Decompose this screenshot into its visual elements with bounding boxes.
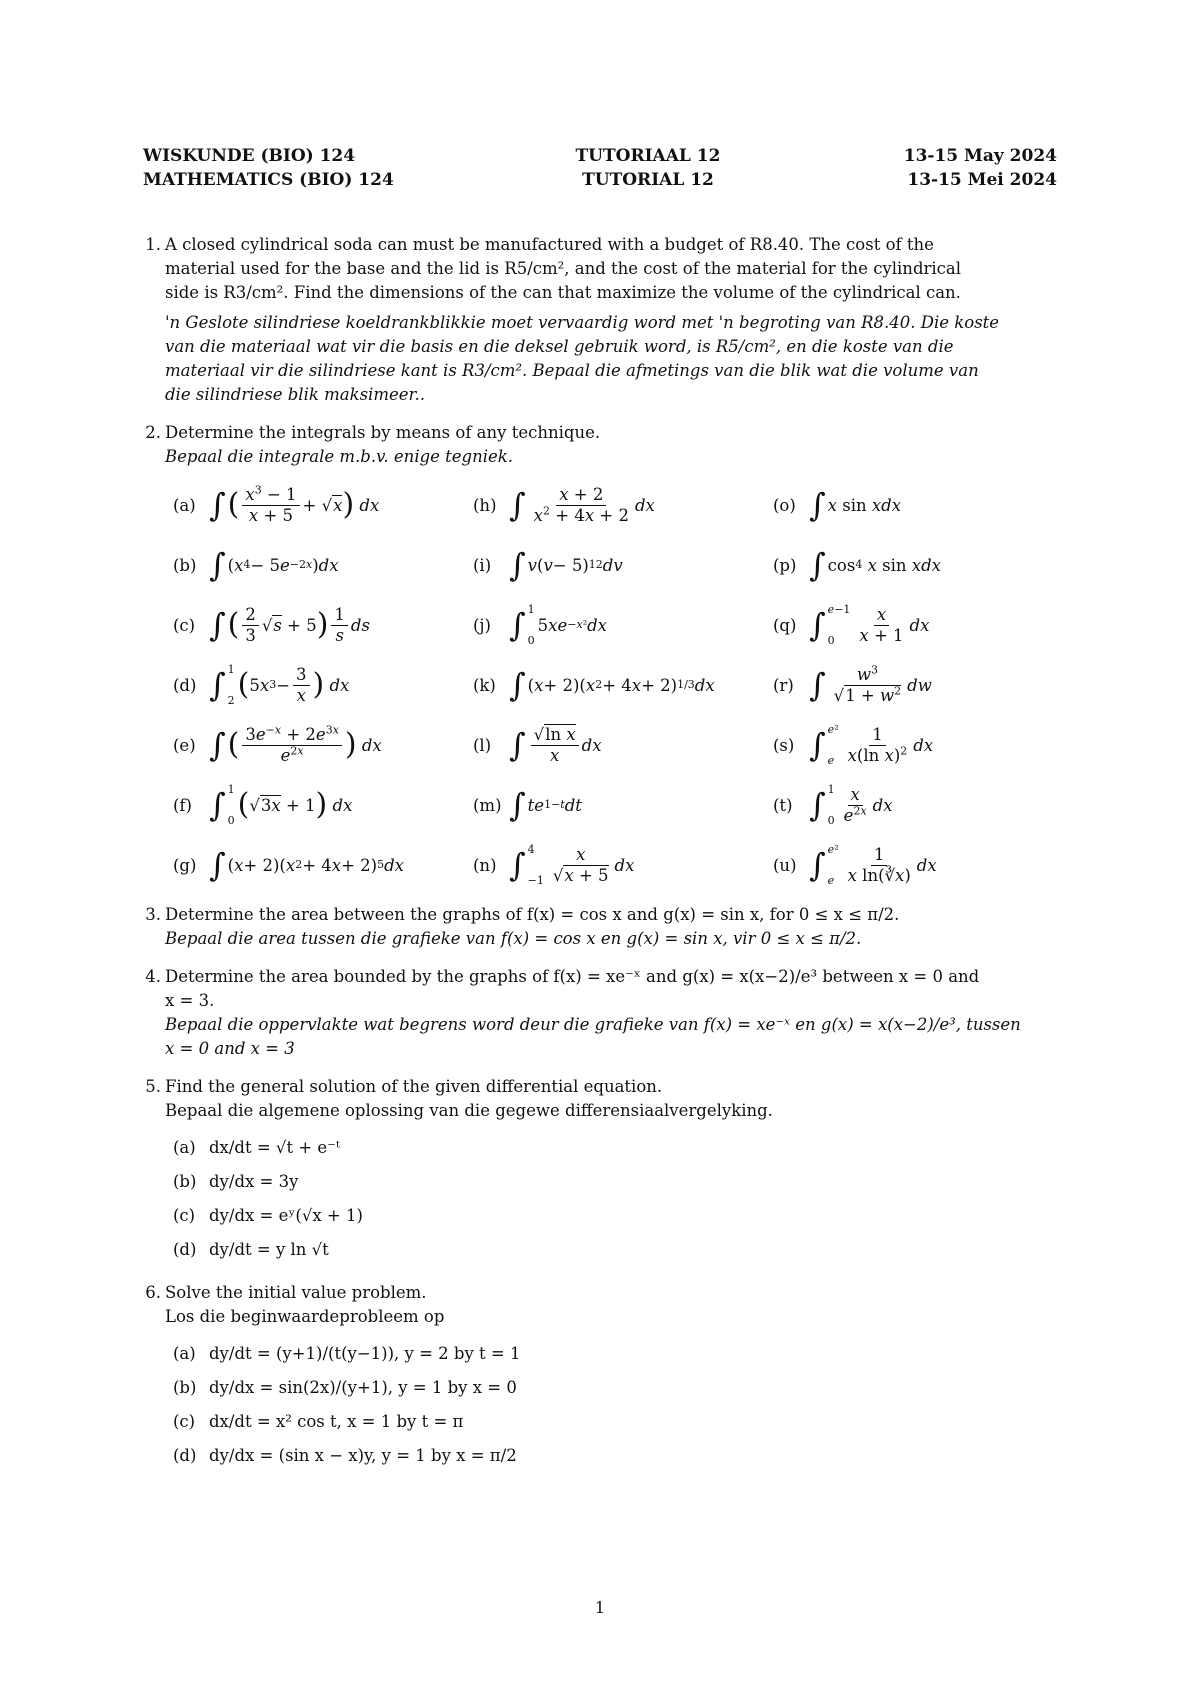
integral-q: (q) ∫ e−1 0 $\frac{x}{x + 1}$ dx (773, 603, 930, 647)
sub-question: (c) dy/dx = eʸ(√x + 1) (173, 1206, 363, 1225)
header-date: 13-15 May 2024 13-15 Mei 2024 (903, 146, 1057, 190)
integral-r: (r) ∫ $\frac{w^3}{√1 + w^2}$ dw (773, 663, 932, 705)
sub-question: (b) dy/dx = 3y (173, 1172, 299, 1191)
question-list (145, 233, 1060, 1487)
question-6 (145, 1281, 1060, 1473)
integral-s: (s) ∫ e² e $\frac{1}{x(\ln x)^2}$ dx (773, 723, 934, 767)
question-3 (145, 903, 1060, 951)
sub-question: (a) dx/dt = √t + e⁻ᵗ (173, 1138, 340, 1157)
integral-d: (d) ∫ 1 2 ( 5 x 3 − $\frac{3}{x}$ ) dx (173, 663, 350, 707)
page-number: 1 (594, 1598, 606, 1617)
integral-o: (o) ∫ x sin xdx (773, 486, 902, 524)
question-text-en: Solve the initial value problem. (165, 1283, 427, 1302)
question-text-af: Bepaal die area tussen die grafieke van f(x) = cos x en g(x) = sin x, vir 0 ≤ x ≤ π/2. (165, 929, 862, 948)
question-number: 6. (145, 1283, 161, 1302)
sub-question-list (173, 1337, 1060, 1473)
integrals-grid (173, 481, 1060, 889)
question-text-en: Determine the area bounded by the graphs of f(x) = xe⁻ˣ and g(x) = x(x−2)/e³ between x = 0 and x = 3. (165, 967, 980, 1010)
question-text-af: 'n Geslote silindriese koeldrankblikkie moet vervaardig word met 'n begroting van R8.40. Die koste van die materiaal wat vir die basis en die deksel gebruik word, is R5/cm², en die koste van die materiaal vir die silindriese kant is R3/cm². Bepaal die afmetings van die blik wat die volume van die silindriese blik maksimeer.. (165, 313, 1000, 404)
integral-a: (a) ∫ ( $\frac{x^3 - 1}{x + 5}$ + √ x ) dx (173, 483, 380, 525)
integral-u: (u) ∫ e² e $\frac{1}{\text{x ln(∛x)}}$ dx (773, 843, 937, 887)
integral-f: (f) ∫ 1 0 ( √ 3x + 1 ) dx (173, 783, 353, 827)
integral-j: (j) ∫ 1 0 5 xe −x² dx (473, 603, 607, 647)
question-5 (145, 1075, 1060, 1267)
question-number: 3. (145, 905, 161, 924)
question-text-en: Determine the area between the graphs of f(x) = cos x and g(x) = sin x, for 0 ≤ x ≤ π/2. (165, 905, 900, 924)
sub-question: (c) dx/dt = x² cos t, x = 1 by t = π (173, 1412, 464, 1431)
sub-question: (d) dy/dt = y ln √t (173, 1240, 329, 1259)
question-text-en: A closed cylindrical soda can must be manufactured with a budget of R8.40. The cost of the material used for the base and the lid is R5/cm², and the cost of the material for the cylindrical side is R3/cm². Find the dimensions of the can that maximize the volume of the cylindrical can. (165, 235, 962, 302)
sub-question: (d) dy/dx = (sin x − x)y, y = 1 by x = π/2 (173, 1446, 517, 1465)
question-2 (145, 421, 1060, 889)
question-number: 2. (145, 423, 161, 442)
integral-g: (g) ∫ ( x + 2)( x 2 + 4 x + 2) 5 dx (173, 846, 404, 884)
question-text-en: Determine the integrals by means of any technique. (165, 423, 601, 442)
question-text-af: Los die beginwaardeprobleem op (165, 1307, 445, 1326)
integral-n: (n) ∫ 4 −1 $\frac{x}{√x + 5}$ dx (473, 843, 635, 887)
sub-question-list (173, 1131, 1060, 1267)
question-number: 4. (145, 967, 161, 986)
integral-b: (b) ∫ ( x 4 − 5 e −2x ) dx (173, 546, 339, 584)
integral-k: (k) ∫ ( x + 2)( x 2 + 4 x + 2) 1/3 dx (473, 666, 715, 704)
question-1 (145, 233, 1060, 407)
integral-h: (h) ∫ $\frac{x + 2}{x^2 + 4x + 2}$ dx (473, 484, 655, 525)
integral-t: (t) ∫ 1 0 $\frac{x}{e^{2x}}$ dx (773, 783, 893, 827)
question-4 (145, 965, 1060, 1061)
integral-i: (i) ∫ v ( v − 5) 12 dv (473, 546, 623, 584)
question-text-en: Find the general solution of the given differential equation. (165, 1077, 663, 1096)
integral-p: (p) ∫ cos 4 x sin xdx (773, 546, 941, 584)
question-number: 1. (145, 235, 161, 254)
sub-question: (a) dy/dt = (y+1)/(t(y−1)), y = 2 by t = 1 (173, 1344, 521, 1363)
integral-e: (e) ∫ ( $\frac{3e^{-x} + 2e^{3x}}{e^{2x}}$ ) dx (173, 723, 382, 765)
sub-question: (b) dy/dx = sin(2x)/(y+1), y = 1 by x = 0 (173, 1378, 517, 1397)
question-text-af: Bepaal die integrale m.b.v. enige tegniek. (165, 447, 514, 466)
question-text-af: Bepaal die oppervlakte wat begrens word deur die grafieke van f(x) = xe⁻ˣ en g(x) = x(x−2)/e³, tussen x = 0 and x = 3 (165, 1015, 1021, 1058)
header-tutorial: TUTORIAAL 12 TUTORIAL 12 (575, 146, 721, 190)
header-course: WISKUNDE (BIO) 124 MATHEMATICS (BIO) 124 (143, 146, 394, 190)
integral-m: (m) ∫ te 1−t dt (473, 786, 582, 824)
integral-c: (c) ∫ ( $\frac{2}{3}$ √ s + 5 ) $\frac{1}{s}$ ds (173, 604, 370, 645)
question-text-af: Bepaal die algemene oplossing van die gegewe differensiaalvergelyking. (165, 1101, 773, 1120)
question-number: 5. (145, 1077, 161, 1096)
integral-l: (l) ∫ $\frac{\text{√ln x}}{x}$ dx (473, 724, 602, 765)
